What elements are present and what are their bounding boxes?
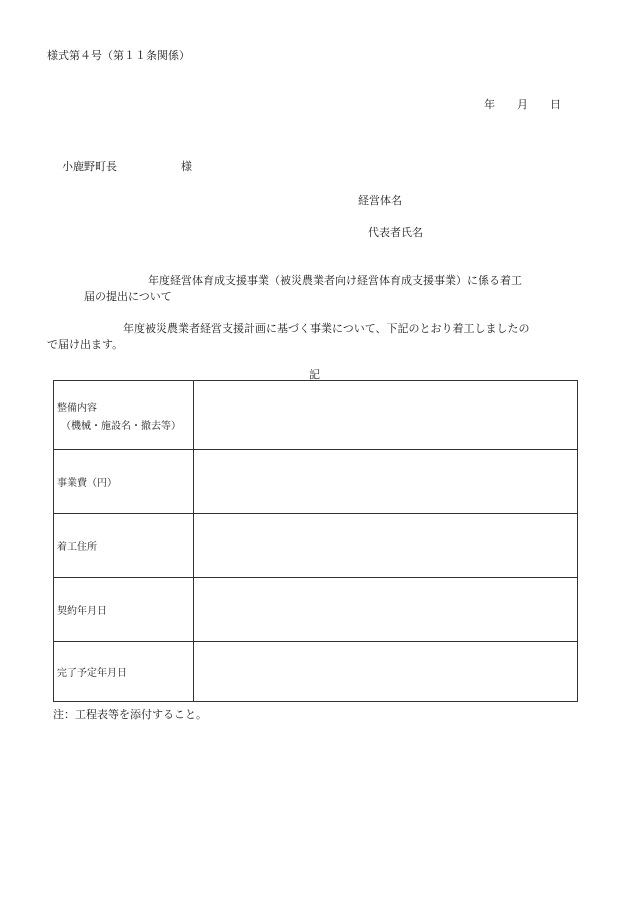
ki-heading: 記 (309, 368, 320, 381)
addressee-honorific: 様 (181, 160, 192, 173)
items-table (53, 380, 578, 702)
table-row-contract-date (54, 578, 578, 642)
form-number: 様式第４号（第１１条関係） (47, 49, 190, 62)
row-value-contract-date[interactable] (194, 578, 578, 642)
subject-line-2: 届の提出について (84, 290, 172, 303)
row-label-equipment-text: 整備内容 (57, 402, 97, 414)
row-value-address[interactable] (194, 514, 578, 578)
row-label-cost: 事業費（円） (54, 450, 194, 514)
date-month: 月 (517, 98, 528, 111)
table-row-cost (54, 450, 578, 514)
subject-line-1: 年度経営体育成支援事業（被災農業者向け経営体育成支援事業）に係る着工 (148, 274, 522, 287)
row-value-equipment[interactable] (194, 381, 578, 450)
table-row-completion-date (54, 642, 578, 702)
addressee (62, 158, 192, 174)
body-line-1: 年度被災農業者経営支援計画に基づく事業について、下記のとおり着工しましたの (123, 322, 530, 335)
table-row-equipment (54, 381, 578, 450)
entity-name-label: 経営体名 (358, 194, 402, 207)
row-label-address: 着工住所 (54, 514, 194, 578)
footnote: 注：工程表等を添付すること。 (53, 708, 207, 721)
addressee-name: 小鹿野町長 (62, 160, 117, 173)
table-row-address (54, 514, 578, 578)
row-label-equipment-sub: （機械・施設名・撤去等） (61, 420, 181, 432)
row-label-contract-date: 契約年月日 (54, 578, 194, 642)
row-value-completion-date[interactable] (194, 642, 578, 702)
date-year: 年 (484, 98, 495, 111)
row-value-cost[interactable] (194, 450, 578, 514)
date-line (484, 96, 561, 112)
row-label-equipment (54, 381, 194, 450)
body-line-2: で届け出ます。 (47, 338, 124, 351)
row-label-completion-date: 完了予定年月日 (54, 642, 194, 702)
representative-name-label: 代表者氏名 (368, 226, 423, 239)
date-day: 日 (550, 98, 561, 111)
